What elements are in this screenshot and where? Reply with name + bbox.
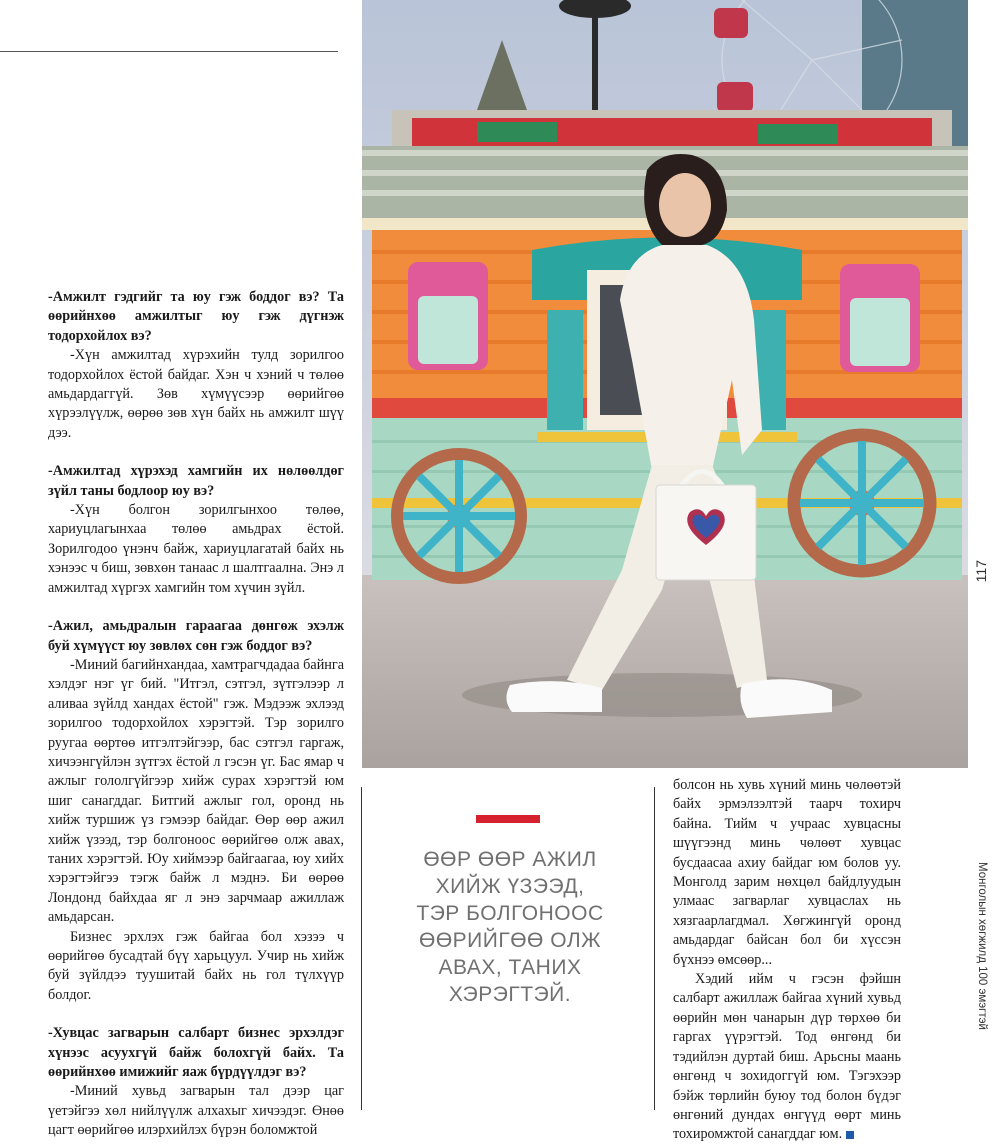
pull-quote-line: ХЭРЭГТЭЙ. [448, 983, 572, 1006]
interview-answer: -Хүн амжилтад хүрэхийн тулд зорилгоо тодорхойлох ёстой байдаг. Хэн ч хэний ч төлөө амьдардаггүй. Зөв хүмүүсээр өөрийгөө хүрээлүүлж, өөрөө зөв хүн байх нь амжилт шүү дээ. [48, 347, 344, 441]
magazine-title: Монголын хөгжилд 100 эмэгтэй [976, 862, 988, 1030]
pullquote-accent-bar [476, 815, 540, 823]
paragraph: болсон нь хувь хүний минь чөлөөтэй байх эрмэлзэлтэй таарч тохирч байна. Тийм ч учраас хувцасны шүүгээнд минь чөлөөт хувцас бусдаасаа ахиу байдаг юм болов уу. Монголд зарим нөхцөл байдлуудын улмаас загварлаг хувцаслах нь хязгаарлагдмал. Хөгжингүй оронд амьдардаг байсан бол би хүссэн бүхнээ өмсөөр... [673, 777, 901, 968]
paragraph-gap [48, 443, 344, 462]
paragraph-gap [48, 1005, 344, 1024]
paragraph-gap [48, 598, 344, 617]
pull-quote-line: ӨӨР ӨӨР АЖИЛ [423, 848, 597, 871]
page-number: 117 [973, 560, 989, 583]
right-text-column [673, 776, 901, 1145]
interview-question: -Хувцас загварын салбарт бизнес эрхэлдэг хүнээс асуухгүй байж болохгүй байх. Та өөрийнхөө имижийг яаж бүрдүүлдэг вэ? [48, 1025, 344, 1081]
end-mark-icon [846, 1131, 854, 1139]
paragraph [673, 970, 901, 1145]
interview-question: -Ажил, амьдралын гараагаа дөнгөж эхэлж буй хүмүүст юу зөвлөх сөн гэж боддог вэ? [48, 618, 344, 654]
pull-quote-line: ӨӨРИЙГӨӨ ОЛЖ [418, 929, 601, 952]
interview-answer: -Миний багийнхандаа, хамтрагчдадаа байнга хэлдэг нэг үг бий. "Итгэл, сэтгэл, зүтгэлээр л аливаа зүйлд хандах ёстой" гэж. Мэдээж эхлээд зорилгоо тодорхойлох хэрэгтэй. Тэр зорилго руугаа өөртөө итгэлтэйгээр, бас сэтгэл гаргаж, хичээнгүйлэн зүтгэх ёстой л гэсэн үг. Бас ямар ч ажлыг гололгүйгээр хийж сурах хэрэгтэй юм шиг санагддаг. Битгий ажлыг гол, оронд нь хийж туршиж үз гэмээр байдаг. Өөр өөр ажил хийж үзээд, тэр болгоноос өөрийгөө олж авах, таних хэрэгтэй. Юу хиймээр байгаагаа, юу хийх хэрэгтэйгээ тэгж байж л мэднэ. Би өөрөө Лондонд байхдаа яг л энэ зарчмаар ажиллаж амьдарсан. [48, 656, 344, 926]
left-text-column [48, 288, 344, 1141]
header-rule [0, 51, 338, 52]
column-divider [654, 787, 655, 1110]
interview-answer: Бизнес эрхлэх гэж байгаа бол хэзээ ч өөрийгөө бусадтай бүү харьцуул. Учир нь хийж буй зүйлдээ туушитай байх нь гол түлхүүр болдог. [48, 928, 344, 1003]
pull-quote-line: АВАХ, ТАНИХ [438, 956, 582, 979]
pull-quote [400, 846, 620, 1008]
portrait-photo [362, 0, 968, 768]
interview-answer: -Миний хувьд загварын тал дээр цаг үетэйгээ хөл нийлүүлж алхахыг хичээдэг. Өнөө цагт өөрийгөө илэрхийлэх бүрэн боломжтой [48, 1083, 344, 1139]
interview-question: -Амжилтад хүрэхэд хамгийн их нөлөөлдөг зүйл таны бодлоор юу вэ? [48, 463, 344, 499]
pull-quote-line: ХИЙЖ ҮЗЭЭД, [435, 875, 585, 898]
interview-question: -Амжилт гэдгийг та юу гэж боддог вэ? Та өөрийнхөө амжилтыг юу гэж дүгнэж тодорхойлох вэ? [48, 289, 344, 344]
interview-answer: -Хүн болгон зорилгынхоо төлөө, хариуцлагынхаа төлөө амьдрах ёстой. Зорилгодоо үнэнч байж, хариуцлагатай байх нь хэнээс ч биш, зөвхөн танаас л шалтгаална. Энэ л амжилтад хүргэх хамгийн том хүчин зүйл. [48, 502, 344, 596]
pull-quote-line: ТЭР БОЛГОНООС [416, 902, 604, 925]
column-divider [361, 787, 362, 1110]
paragraph-text: Хэдий ийм ч гэсэн фэйшн салбарт ажиллаж байгаа хүний хувьд өөрийн мөн чанарын дүр төрхөө би гаргах үүрэгтэй. Тод өнгөнд би тэдийлэн дуртай биш. Арьсны маань өнгөнд ч зохидоггүй юм. Тэгэхээр бэйж төрлийн буюу тод болон бүдэг өнгөний дундах өнгүүд өөрт минь тохиромжтой санагддаг юм. [673, 971, 901, 1143]
